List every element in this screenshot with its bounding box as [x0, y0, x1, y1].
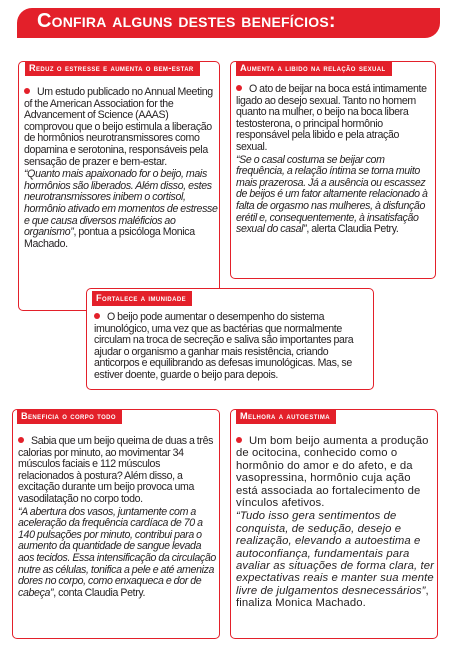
benefit-text: Um estudo publicado no Annual Meeting of the American Association for the Advancement of Science (AAAS) comprovou que o beijo estimula a liberação de hormônios neurotransmissores como dopamina e serotonina, responsáveis pela sensação de prazer e bem-estar. [24, 86, 213, 168]
benefit-attribution: , finaliza Monica Machado. [236, 584, 429, 610]
benefit-tag-libido: Aumenta a libido na relação sexual [236, 61, 392, 76]
benefit-paragraph [236, 435, 435, 509]
benefit-quote-paragraph [236, 510, 435, 609]
benefit-quote: “Tudo isso gera sentimentos de conquista, de sedução, desejo e realização, elevando a autoestima e autoconfiança, fundamentais para avaliar as situações de forma clara, ter expectativas reais e manter sua mente livre de julgamentos desnecessários” [236, 510, 435, 597]
benefit-paragraph [24, 87, 218, 168]
benefit-paragraph [236, 84, 432, 154]
benefit-box-immunity [86, 288, 374, 390]
bullet-icon [236, 437, 242, 443]
benefit-body-stress [24, 87, 218, 250]
benefit-quote-paragraph [24, 169, 218, 250]
benefit-body-libido [236, 84, 432, 236]
benefit-text: Sabia que um beijo queima de duas a três calorias por minuto, ao movimentar 34 músculos faciais e 112 músculos relacionados à postura? Além disso, a excitação durante um beijo provoca uma vasodilatação no corpo todo. [18, 435, 214, 505]
benefit-tag-selfesteem: Melhora a autoestima [236, 409, 336, 424]
bullet-icon [18, 437, 24, 443]
benefit-body-body [18, 436, 217, 599]
benefit-quote: “Se o casal costuma se beijar com frequência, a relação íntima se torna muito mais prazerosa. Já a ausência ou escassez de beijos é um fator altamente relacionado à falta de orgasmo nas mulheres, à disfunção erétil e, consequentemente, à insatisfação sexual do casal” [236, 153, 428, 236]
benefit-paragraph [94, 312, 370, 382]
benefit-body-immunity [94, 312, 370, 382]
benefit-quote: “Quanto mais apaixonado for o beijo, mais hormônios são liberados. Além disso, estes neurotransmissores inibem o cortisol, hormônio ativado em momentos de estresse e que causa diversos maléficios ao organismo” [24, 168, 218, 239]
benefit-attribution: , pontua a psicóloga Monica Machado. [24, 226, 195, 250]
benefit-text: O ato de beijar na boca está intimamente ligado ao desejo sexual. Tanto no homem quanto na mulher, o beijo na boca libera testosterona, o principal hormônio responsável pela libido e pela atração sexual. [236, 83, 427, 153]
page-title: Confira alguns destes benefícios: [37, 10, 336, 32]
benefit-text: O beijo pode aumentar o desempenho do sistema imunológico, uma vez que as bactérias que normalmente circulam na troca de secreção e saliva são importantes para ajudar o organismo a ganhar mais resistência, criando anticorpos e equilibrando as defesas imunológicas. Mas, se estiver doente, guarde o beijo para depois. [94, 311, 354, 381]
benefit-tag-stress: Reduz o estresse e aumenta o bem-estar [25, 61, 200, 76]
bullet-icon [236, 85, 242, 91]
benefit-box-stress [18, 61, 220, 311]
benefit-attribution: , conta Claudia Petry. [53, 586, 146, 599]
benefit-box-libido [230, 61, 436, 279]
benefit-tag-body: Beneficia o corpo todo [17, 409, 122, 424]
benefit-body-selfesteem [236, 435, 435, 610]
bullet-icon [24, 88, 30, 94]
benefit-tag-immunity: Fortalece a imunidade [92, 291, 192, 306]
benefit-quote-paragraph [236, 155, 432, 236]
benefit-quote: “A abertura dos vasos, juntamente com a aceleração da frequência cardíaca de 70 a 140 pulsações por minuto, contribui para o aumento da quantidade de sangue levada aos tecidos. Essa intensificação da circulação nutre as células, tonifica a pele e até ameniza dores no corpo, como enxaqueca e dor de cabeça” [18, 505, 216, 599]
bullet-icon [94, 313, 100, 319]
benefit-attribution: , alerta Claudia Petry. [306, 223, 399, 236]
benefit-quote-paragraph [18, 507, 217, 600]
header-banner [17, 8, 440, 38]
benefit-box-selfesteem [230, 409, 438, 639]
benefit-paragraph [18, 436, 217, 506]
benefit-box-body [12, 409, 220, 639]
benefit-text: Um bom beijo aumenta a produção de ocitocina, conhecido como o hormônio do amor e do afeto, e da vasopressina, hormônio cuja ação está associada ao fortalecimento de vínculos afetivos. [236, 435, 429, 510]
